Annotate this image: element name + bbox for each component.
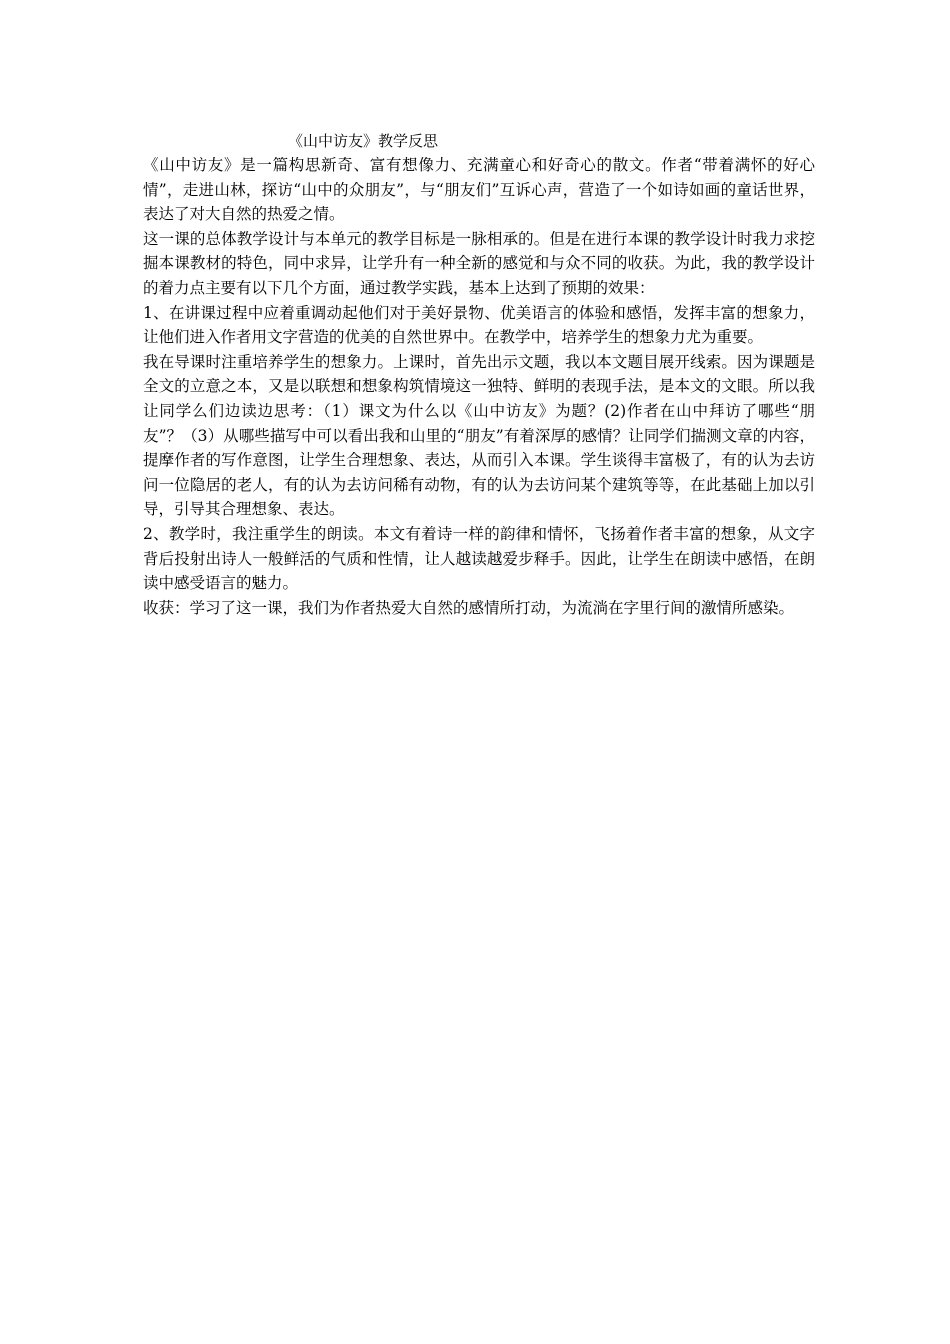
paragraph-point-1: 1、在讲课过程中应着重调动起他们对于美好景物、优美语言的体验和感悟，发挥丰富的想象力，让他们进入作者用文字营造的优美的自然世界中。在教学中，培养学生的想象力尤为重要。 <box>143 303 815 347</box>
paragraph-harvest: 收获：学习了这一课，我们为作者热爱大自然的感情所打动，为流淌在字里行间的激情所感染。 <box>143 598 795 617</box>
document-body <box>143 129 815 620</box>
paragraph-imagination: 我在导课时注重培养学生的想象力。上课时，首先出示文题，我以本文题目展开线索。因为课题是全文的立意之本，又是以联想和想象构筑情境这一独特、鲜明的表现手法，是本文的文眼。所以我让同学么们边读边思考：（1）课文为什么以《山中访友》为题？(2)作者在山中拜访了哪些“朋友”？（3）从哪些描写中可以看出我和山里的“朋友”有着深厚的感情？让同学们揣测文章的内容，提摩作者的写作意图，让学生合理想象、表达，从而引入本课。学生谈得丰富极了，有的认为去访问一位隐居的老人，有的认为去访问稀有动物，有的认为去访问某个建筑等等，在此基础上加以引导，引导其合理想象、表达。 <box>143 352 815 519</box>
document-title: 《山中访友》教学反思 <box>288 132 439 150</box>
paragraph-point-2: 2、教学时，我注重学生的朗读。本文有着诗一样的韵律和情怀，飞扬着作者丰富的想象，从文字背后投射出诗人一般鲜活的气质和性情，让人越读越爱步释手。因此，让学生在朗读中感悟，在朗读中感受语言的魅力。 <box>143 524 815 593</box>
paragraph-intro: 《山中访友》是一篇构思新奇、富有想像力、充满童心和好奇心的散文。作者“带着满怀的好心情”，走进山林，探访“山中的众朋友”，与“朋友们”互诉心声，营造了一个如诗如画的童话世界，表达了对大自然的热爱之情。 <box>143 156 815 224</box>
paragraph-design: 这一课的总体教学设计与本单元的教学目标是一脉相承的。但是在进行本课的教学设计时我力求挖掘本课教材的特色，同中求异，让学升有一种全新的感觉和与众不同的收获。为此，我的教学设计的着力点主要有以下几个方面，通过教学实践，基本上达到了预期的效果： <box>143 229 815 297</box>
